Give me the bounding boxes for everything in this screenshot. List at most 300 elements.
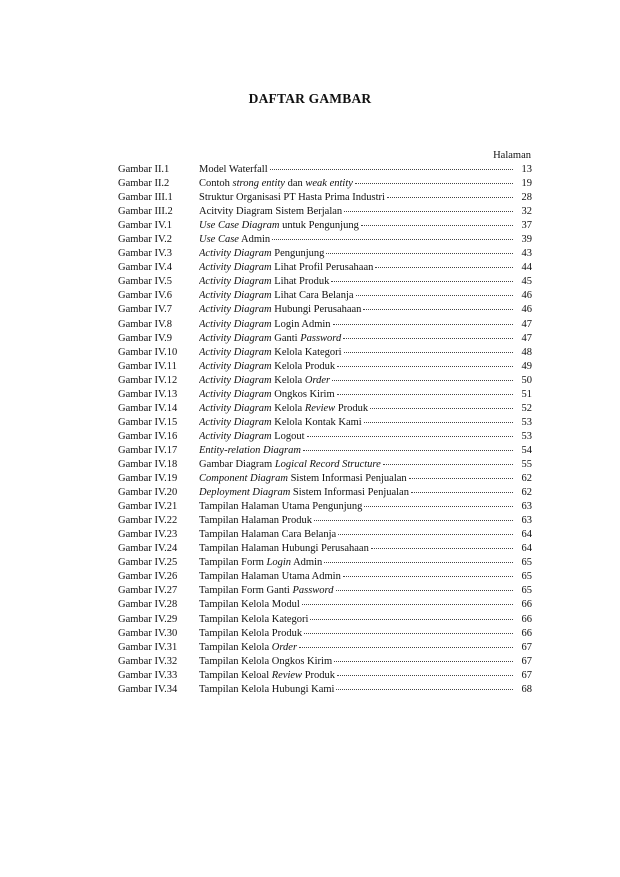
figure-number: Gambar IV.15 (118, 416, 178, 428)
caption-text: Tampilan Kelola (199, 641, 272, 653)
caption-text: Ongkos Kirim (271, 388, 335, 400)
figure-page-number: 52 (521, 402, 532, 414)
dot-leader (324, 559, 513, 563)
figure-page-number: 64 (521, 543, 532, 555)
caption-italic-text: Activity Diagram (199, 304, 272, 316)
caption-text: Tampilan Kelola Kategori (199, 613, 309, 625)
dot-leader (304, 630, 513, 634)
figure-number: Gambar IV.31 (118, 641, 178, 653)
figure-caption-container (199, 584, 516, 598)
caption-text: Kelola (271, 402, 305, 414)
caption-text: Lihat Cara Belanja (271, 290, 354, 302)
figure-caption-container (199, 486, 516, 500)
figure-list-entry (118, 402, 532, 416)
figure-number: Gambar IV.17 (118, 444, 178, 456)
figure-number: Gambar IV.13 (118, 388, 178, 400)
figure-caption-container (199, 669, 516, 683)
figure-list (118, 163, 532, 697)
caption-text: Tampilan Kelola Hubungi Kami (199, 683, 335, 695)
figure-caption (199, 430, 305, 444)
page-title: DAFTAR GAMBAR (248, 91, 372, 106)
figure-caption-container (199, 205, 516, 219)
figure-page-number: 13 (521, 164, 532, 175)
figure-caption (199, 402, 368, 416)
caption-text: Login Admin (271, 318, 331, 330)
figure-caption-container (199, 655, 516, 669)
figure-page-number: 63 (521, 501, 532, 513)
dot-leader (314, 517, 513, 521)
caption-text: Tampilan Form Ganti (199, 585, 293, 597)
figure-list-entry (118, 472, 532, 486)
figure-list-entry (118, 655, 532, 669)
figure-caption (199, 275, 329, 289)
figure-page-number: 66 (521, 613, 532, 625)
figure-page-number: 28 (521, 192, 532, 204)
caption-italic-text: strong entity (232, 178, 285, 190)
caption-italic-text: Password (292, 585, 334, 597)
figure-page-number: 64 (521, 529, 532, 541)
figure-caption-container (199, 289, 516, 303)
figure-page-number: 32 (521, 206, 532, 218)
caption-italic-text: Activity Diagram (199, 262, 272, 274)
caption-italic-text: Logical Record Structure (274, 458, 381, 470)
figure-caption-container (199, 570, 516, 584)
caption-text: untuk Pengunjung (279, 220, 359, 232)
figure-number: Gambar II.2 (118, 178, 170, 190)
figure-list-entry (118, 261, 532, 275)
figure-list-entry (118, 191, 532, 205)
figure-caption-container (199, 444, 516, 458)
page-column-label: Halaman (493, 150, 531, 161)
figure-caption-container (199, 472, 516, 486)
dot-leader (370, 405, 513, 409)
figure-list-entry (118, 303, 532, 317)
caption-italic-text: Activity Diagram (199, 416, 272, 428)
figure-page-number: 19 (521, 178, 532, 190)
figure-caption-container (199, 247, 516, 261)
figure-page-number: 65 (521, 557, 532, 569)
figure-caption (199, 177, 353, 191)
caption-italic-text: Activity Diagram (199, 430, 272, 442)
figure-number: Gambar IV.22 (118, 515, 178, 527)
dot-leader (272, 236, 513, 240)
figure-caption (199, 669, 335, 683)
dot-leader (364, 503, 513, 507)
caption-text: Logout (271, 430, 305, 442)
figure-caption-container (199, 318, 516, 332)
figure-page-number: 48 (521, 346, 532, 358)
figure-number: Gambar IV.3 (118, 248, 173, 260)
caption-italic-text: Use Case Diagram (199, 220, 280, 232)
dot-leader (363, 306, 513, 310)
figure-number: Gambar IV.29 (118, 613, 178, 625)
figure-caption (199, 332, 341, 346)
figure-page-number: 50 (521, 374, 532, 386)
caption-italic-text: Activity Diagram (199, 332, 272, 344)
caption-italic-text: Activity Diagram (199, 346, 272, 358)
figure-page-number: 67 (521, 655, 532, 667)
caption-text: Tampilan Kelola Produk (199, 627, 303, 639)
figure-caption-container (199, 542, 516, 556)
dot-leader (307, 433, 513, 437)
figure-caption-container (199, 346, 516, 360)
figure-caption-container (199, 416, 516, 430)
figure-caption (199, 360, 335, 374)
figure-list-entry (118, 163, 532, 177)
figure-caption (199, 528, 336, 542)
figure-page-number: 62 (521, 473, 532, 485)
caption-text: Tampilan Halaman Cara Belanja (199, 529, 337, 541)
dot-leader (302, 601, 513, 605)
figure-list-entry (118, 332, 532, 346)
figure-number: Gambar IV.6 (118, 290, 173, 302)
figure-caption-container (199, 528, 516, 542)
figure-caption-container (199, 402, 516, 416)
figure-list-entry (118, 528, 532, 542)
figure-page-number: 43 (521, 248, 532, 260)
figure-caption (199, 261, 373, 275)
figure-number: Gambar IV.26 (118, 571, 178, 583)
caption-italic-text: Activity Diagram (199, 388, 272, 400)
figure-list-entry (118, 542, 532, 556)
figure-number: Gambar IV.1 (118, 220, 173, 232)
dot-leader (411, 489, 513, 493)
figure-caption (199, 641, 297, 655)
figure-caption (199, 191, 385, 205)
figure-caption (199, 303, 361, 317)
figure-page-number: 46 (521, 290, 532, 302)
figure-number: Gambar IV.4 (118, 262, 173, 274)
figure-caption-container (199, 500, 516, 514)
dot-leader (343, 335, 513, 339)
figure-caption-container (199, 191, 516, 205)
dot-leader (331, 278, 513, 282)
figure-list-entry (118, 177, 532, 191)
figure-caption (199, 613, 308, 627)
figure-page-number: 65 (521, 571, 532, 583)
figure-list-entry (118, 219, 532, 233)
dot-leader (338, 531, 513, 535)
caption-text: Produk (335, 402, 369, 414)
figure-list-entry (118, 275, 532, 289)
figure-list-entry (118, 641, 532, 655)
figure-page-number: 55 (521, 458, 532, 470)
figure-page-number: 67 (521, 641, 532, 653)
figure-caption (199, 500, 362, 514)
figure-page-number: 51 (521, 388, 532, 400)
dot-leader (343, 573, 513, 577)
caption-text: Acitvity Diagram Sistem Berjalan (199, 206, 343, 218)
caption-text: Admin (238, 234, 271, 246)
figure-list-entry (118, 627, 532, 641)
dot-leader (336, 587, 513, 591)
caption-italic-text: weak entity (305, 178, 353, 190)
dot-leader (356, 292, 513, 296)
figure-list-entry (118, 289, 532, 303)
figure-caption (199, 556, 322, 570)
figure-caption (199, 570, 341, 584)
caption-text: Pengunjung (271, 248, 325, 260)
figure-list-entry (118, 374, 532, 388)
caption-text: dan (284, 178, 306, 190)
caption-text: Produk (302, 669, 336, 681)
figure-caption-container (199, 374, 516, 388)
figure-number: Gambar IV.28 (118, 599, 178, 611)
caption-italic-text: Activity Diagram (199, 248, 272, 260)
figure-list-entry (118, 233, 532, 247)
dot-leader (409, 475, 513, 479)
figure-list-entry (118, 570, 532, 584)
figure-number: Gambar III.1 (118, 192, 173, 204)
figure-caption-container (199, 163, 516, 177)
figure-caption-container (199, 360, 516, 374)
caption-text: Tampilan Halaman Utama Admin (199, 571, 341, 583)
figure-caption (199, 598, 300, 612)
figure-page-number: 46 (521, 304, 532, 316)
figure-caption-container (199, 233, 516, 247)
dot-leader (344, 208, 513, 212)
figure-number: Gambar IV.30 (118, 627, 178, 639)
caption-italic-text: Use Case (199, 234, 239, 246)
caption-text: Model Waterfall (199, 164, 268, 175)
caption-italic-text: Login (266, 557, 292, 569)
figure-page-number: 44 (521, 262, 532, 274)
figure-page-number: 47 (521, 332, 532, 344)
figure-caption-container (199, 388, 516, 402)
figure-caption-container (199, 641, 516, 655)
figure-caption (199, 486, 409, 500)
figure-number: Gambar IV.7 (118, 304, 173, 316)
figure-caption (199, 584, 334, 598)
figure-caption (199, 458, 381, 472)
figure-list-entry (118, 500, 532, 514)
figure-caption (199, 388, 335, 402)
figure-caption (199, 346, 342, 360)
dot-leader (361, 222, 513, 226)
caption-text: Tampilan Kelola Ongkos Kirim (199, 655, 333, 667)
dot-leader (375, 264, 513, 268)
figure-list-entry (118, 584, 532, 598)
figure-number: Gambar II.1 (118, 164, 170, 175)
dot-leader (387, 194, 513, 198)
figure-caption-container (199, 598, 516, 612)
figure-number: Gambar IV.20 (118, 487, 178, 499)
caption-italic-text: Activity Diagram (199, 290, 272, 302)
dot-leader (310, 616, 513, 620)
dot-leader (334, 658, 513, 662)
figure-list-entry (118, 613, 532, 627)
caption-text: Kelola (271, 374, 305, 386)
figure-list-entry (118, 514, 532, 528)
figure-caption-container (199, 332, 516, 346)
figure-page-number: 39 (521, 234, 532, 246)
figure-page-number: 53 (521, 416, 532, 428)
caption-italic-text: Component Diagram (199, 473, 288, 485)
figure-caption (199, 627, 302, 641)
figure-number: Gambar IV.32 (118, 655, 178, 667)
figure-number: Gambar III.2 (118, 206, 173, 218)
caption-italic-text: Activity Diagram (199, 374, 272, 386)
figure-list-entry (118, 486, 532, 500)
figure-caption (199, 374, 330, 388)
dot-leader (270, 166, 513, 170)
dot-leader (337, 391, 513, 395)
dot-leader (337, 363, 513, 367)
figure-list-entry (118, 205, 532, 219)
caption-text: Tampilan Halaman Utama Pengunjung (199, 501, 363, 513)
dot-leader (299, 644, 513, 648)
caption-italic-text: Activity Diagram (199, 318, 272, 330)
caption-italic-text: Order (271, 641, 298, 653)
figure-caption (199, 444, 301, 458)
figure-number: Gambar IV.25 (118, 557, 178, 569)
caption-text: Admin (291, 557, 323, 569)
figure-number: Gambar IV.24 (118, 543, 178, 555)
figure-page-number: 62 (521, 487, 532, 499)
figure-caption-container (199, 458, 516, 472)
figure-page-number: 54 (521, 444, 532, 456)
figure-caption (199, 542, 369, 556)
caption-text: Kelola Produk (271, 360, 336, 372)
figure-caption (199, 289, 354, 303)
figure-number: Gambar IV.8 (118, 318, 173, 330)
dot-leader (355, 180, 513, 184)
caption-text: Sistem Informasi Penjualan (290, 487, 409, 499)
caption-text: Tampilan Halaman Produk (199, 515, 312, 527)
figure-list-entry (118, 430, 532, 444)
figure-number: Gambar IV.5 (118, 276, 173, 288)
caption-text: Tampilan Halaman Hubungi Perusahaan (199, 543, 369, 555)
dot-leader (303, 447, 513, 451)
figure-list-entry (118, 247, 532, 261)
figure-number: Gambar IV.23 (118, 529, 178, 541)
figure-list-entry (118, 683, 532, 697)
caption-italic-text: Order (304, 374, 331, 386)
figure-caption (199, 233, 270, 247)
caption-text: Kelola Kategori (271, 346, 342, 358)
figure-list-entry (118, 444, 532, 458)
dot-leader (371, 545, 513, 549)
figure-number: Gambar IV.12 (118, 374, 178, 386)
caption-italic-text: Activity Diagram (199, 276, 272, 288)
caption-text: Tampilan Kelola Modul (199, 599, 300, 611)
figure-caption (199, 205, 342, 219)
figure-list-entry (118, 458, 532, 472)
figure-caption (199, 655, 332, 669)
caption-text: Tampilan Form (199, 557, 267, 569)
caption-italic-text: Deployment Diagram (199, 487, 291, 499)
figure-caption-container (199, 613, 516, 627)
figure-caption-container (199, 219, 516, 233)
figure-page-number: 45 (521, 276, 532, 288)
figure-caption-container (199, 177, 516, 191)
caption-text: Kelola Kontak Kami (271, 416, 362, 428)
figure-page-number: 37 (521, 220, 532, 232)
figure-number: Gambar IV.19 (118, 473, 178, 485)
figure-caption (199, 247, 324, 261)
figure-number: Gambar IV.2 (118, 234, 173, 246)
dot-leader (337, 672, 513, 676)
figure-caption-container (199, 627, 516, 641)
dot-leader (336, 686, 513, 690)
caption-text: Sistem Informasi Penjualan (287, 473, 407, 485)
figure-caption-container (199, 514, 516, 528)
dot-leader (364, 419, 513, 423)
caption-italic-text: Review (304, 402, 336, 414)
figure-caption (199, 318, 331, 332)
figure-page-number: 66 (521, 599, 532, 611)
figure-page-number: 65 (521, 585, 532, 597)
figure-number: Gambar IV.33 (118, 669, 178, 681)
figure-number: Gambar IV.9 (118, 332, 173, 344)
caption-italic-text: Review (271, 669, 303, 681)
figure-list-entry (118, 556, 532, 570)
caption-text: Tampilan Keloal (199, 669, 272, 681)
figure-caption (199, 163, 268, 177)
caption-italic-text: Entity-relation Diagram (199, 444, 301, 456)
figure-caption (199, 416, 362, 430)
figure-caption (199, 219, 359, 233)
figure-number: Gambar IV.14 (118, 402, 178, 414)
figure-page-number: 68 (521, 683, 532, 695)
figure-list-entry (118, 388, 532, 402)
caption-text: Gambar Diagram (199, 458, 275, 470)
figure-list-entry (118, 598, 532, 612)
figure-page-number: 67 (521, 669, 532, 681)
caption-italic-text: Activity Diagram (199, 360, 272, 372)
figure-caption-container (199, 556, 516, 570)
figure-list-entry (118, 360, 532, 374)
caption-text: Contoh (199, 178, 233, 190)
dot-leader (326, 250, 513, 254)
figure-page-number: 66 (521, 627, 532, 639)
figure-page-number: 47 (521, 318, 532, 330)
figure-number: Gambar IV.27 (118, 585, 178, 597)
figure-caption (199, 683, 334, 697)
figure-number: Gambar IV.10 (118, 346, 178, 358)
caption-text: Lihat Profil Perusahaan (271, 262, 374, 274)
figure-page-number: 63 (521, 515, 532, 527)
dot-leader (383, 461, 513, 465)
figure-caption-container (199, 261, 516, 275)
caption-text: Struktur Organisasi PT Hasta Prima Industri (199, 192, 385, 204)
figure-list-entry (118, 346, 532, 360)
figure-page-number: 49 (521, 360, 532, 372)
figure-list-entry (118, 318, 532, 332)
caption-text: Lihat Produk (271, 276, 330, 288)
caption-text: Ganti (271, 332, 301, 344)
figure-caption (199, 514, 312, 528)
dot-leader (332, 377, 513, 381)
figure-caption-container (199, 303, 516, 317)
figure-number: Gambar IV.34 (118, 683, 178, 695)
caption-italic-text: Activity Diagram (199, 402, 272, 414)
figure-page-number: 53 (521, 430, 532, 442)
dot-leader (344, 349, 513, 353)
figure-number: Gambar IV.21 (118, 501, 178, 513)
figure-caption-container (199, 430, 516, 444)
figure-caption-container (199, 275, 516, 289)
caption-italic-text: Password (300, 332, 342, 344)
figure-number: Gambar IV.18 (118, 458, 178, 470)
figure-list-entry (118, 669, 532, 683)
figure-list-entry (118, 416, 532, 430)
caption-text: Hubungi Perusahaan (271, 304, 362, 316)
figure-caption-container (199, 683, 516, 697)
figure-number: Gambar IV.11 (118, 360, 177, 372)
dot-leader (333, 321, 513, 325)
figure-caption (199, 472, 407, 486)
